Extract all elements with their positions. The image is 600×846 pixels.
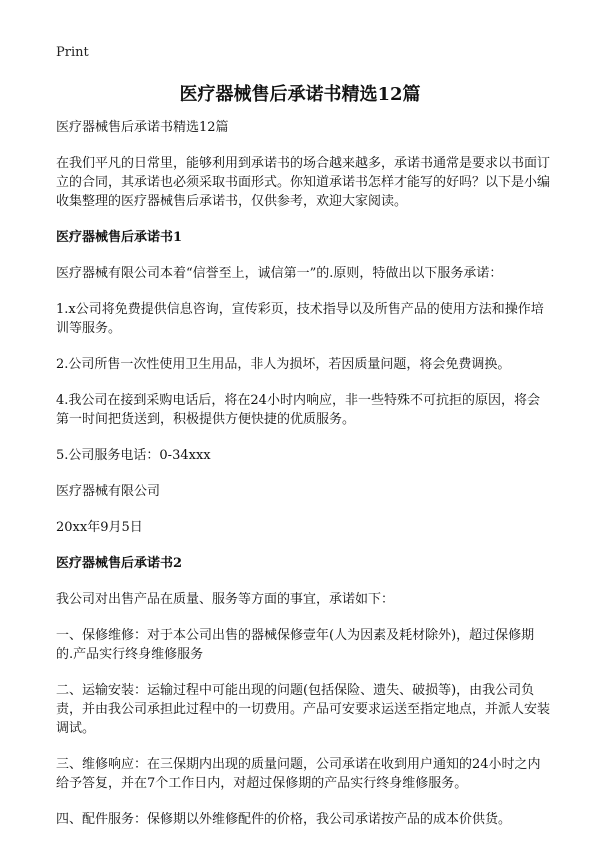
section1-item: 2.公司所售一次性使用卫生用品，非人为损坏，若因质量问题，将会免费调换。 — [56, 357, 511, 372]
section2-item: 三、维修响应：在三保期内出现的质量问题，公司承诺在收到用户通知的24小时之内给予答复，并在7个工作日内，对超过保修期的产品实行终身维修服务。 — [56, 757, 541, 791]
print-link[interactable]: Print — [56, 45, 89, 60]
section1-date: 20xx年9月5日 — [56, 520, 143, 535]
section-heading-1: 医疗器械售后承诺书1 — [56, 230, 183, 245]
section1-item: 4.我公司在接到采购电话后，将在24小时内响应，非一些特殊不可抗拒的原因，将会第一时间把货送到，积极提供方便快捷的优质服务。 — [56, 393, 540, 427]
page-title: 医疗器械售后承诺书精选12篇 — [179, 84, 421, 105]
section1-item: 5.公司服务电话：0-34xxx — [56, 448, 211, 463]
section2-lead: 我公司对出售产品在质量、服务等方面的事宜，承诺如下： — [56, 592, 395, 607]
section2-item: 二、运输安装：运输过程中可能出现的问题(包括保险、遗失、破损等)，由我公司负责，并由我公司承担此过程中的一切费用。产品可安要求运送至指定地点，并派人安装调试。 — [56, 683, 551, 736]
section2-item: 四、配件服务：保修期以外维修配件的价格，我公司承诺按产品的成本价供货。 — [56, 812, 512, 827]
section-heading-2: 医疗器械售后承诺书2 — [56, 556, 183, 571]
section1-item: 1.x公司将免费提供信息咨询，宣传彩页，技术指导以及所售产品的使用方法和操作培训等服务。 — [56, 302, 544, 336]
document-body — [56, 118, 551, 846]
section2-item: 一、保修维修：对于本公司出售的器械保修壹年(人为因素及耗材除外)，超过保修期的.产品实行终身维修服务 — [56, 628, 535, 662]
intro-subtitle: 医疗器械售后承诺书精选12篇 — [56, 120, 229, 135]
intro-paragraph: 在我们平凡的日常里，能够利用到承诺书的场合越来越多，承诺书通常是要求以书面订立的合同，其承诺也必须采取书面形式。你知道承诺书怎样才能写的好吗？以下是小编收集整理的医疗器械售后承诺书，仅供参考，欢迎大家阅读。 — [56, 156, 551, 209]
section1-signature: 医疗器械有限公司 — [56, 484, 161, 499]
section1-lead: 医疗器械有限公司本着“信誉至上，诚信第一”的.原则，特做出以下服务承诺： — [56, 266, 503, 281]
